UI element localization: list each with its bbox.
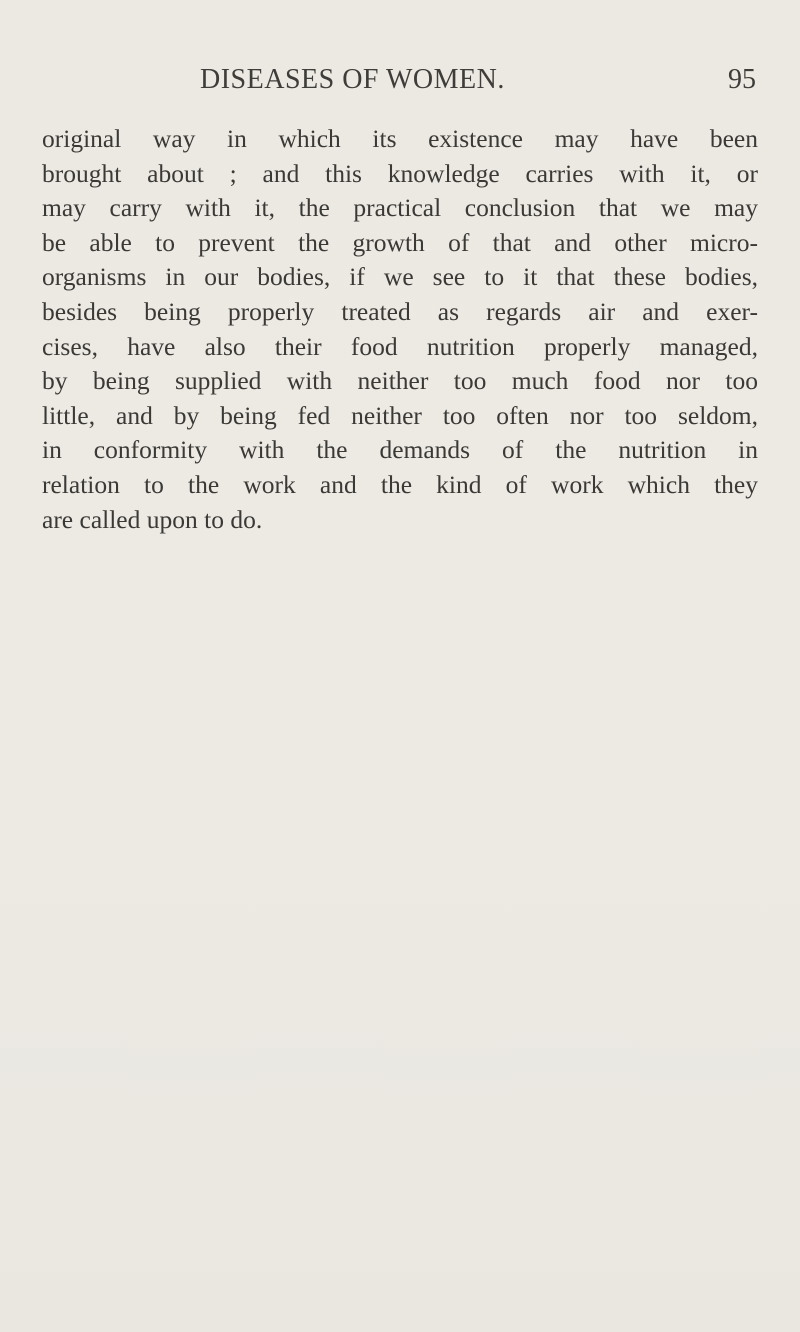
text-line: besides being properly treated as regards air and exer- (42, 296, 758, 326)
text-line: are called upon to do. (42, 504, 263, 534)
body-paragraph (42, 122, 758, 537)
text-line: little, and by being fed neither too often nor too seldom, (42, 400, 758, 430)
text-line: brought about ; and this knowledge carries with it, or (42, 158, 758, 188)
running-title: DISEASES OF WOMEN. (200, 64, 505, 95)
text-line: organisms in our bodies, if we see to it that these bodies, (42, 262, 758, 292)
text-line: in conformity with the demands of the nutrition in (42, 435, 758, 465)
text-line: relation to the work and the kind of work which they (42, 469, 758, 499)
running-header (0, 64, 800, 104)
text-line: be able to prevent the growth of that and other micro- (42, 227, 758, 257)
text-line: cises, have also their food nutrition properly managed, (42, 331, 758, 361)
text-line: original way in which its existence may have been (42, 124, 758, 153)
page-number: 95 (728, 64, 756, 95)
text-line: may carry with it, the practical conclusion that we may (42, 193, 758, 223)
text-line: by being supplied with neither too much food nor too (42, 366, 758, 396)
